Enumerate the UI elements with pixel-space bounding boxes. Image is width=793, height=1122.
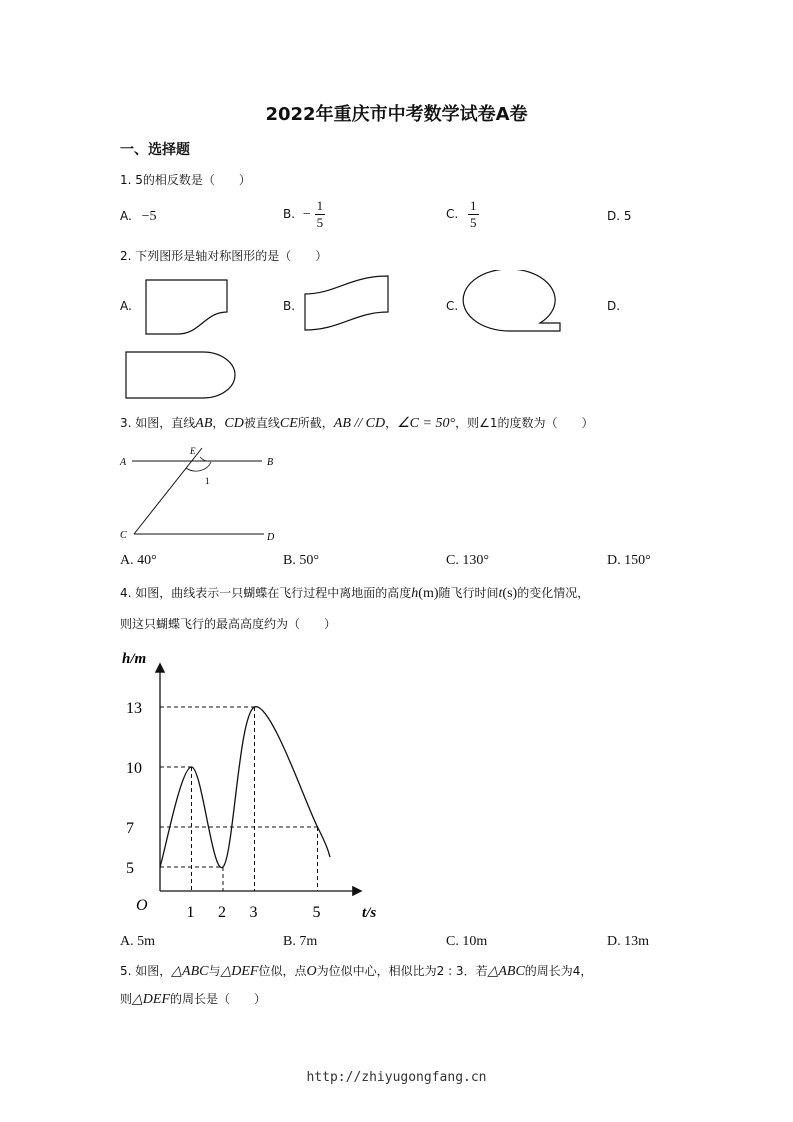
q3-text-5: ，	[385, 416, 398, 430]
q4-text-3: 的变化情况，	[517, 586, 590, 600]
q3-label-a: A	[120, 457, 127, 468]
q5-text-7: 的周长是（ ）	[170, 992, 267, 1006]
q3-cd: CD	[224, 416, 244, 431]
q4-unit-s: (s)	[502, 586, 518, 601]
chart-x-label: t/s	[362, 905, 377, 921]
q3-option-d: D. 150°	[607, 553, 651, 568]
q4-option-d: D. 13m	[607, 934, 649, 949]
chart-y-tick-label: 10	[126, 760, 142, 777]
q1-option-c-label: C.	[446, 207, 459, 221]
q1-option-c	[446, 198, 479, 231]
q3-text-4: 所截，	[297, 416, 334, 430]
q5-def-2: △DEF	[132, 992, 170, 1007]
chart-origin-label: O	[136, 897, 148, 914]
q1-option-b	[283, 198, 325, 231]
q5-text-1: 5. 如图，	[120, 964, 172, 978]
q1-option-d: D. 5	[607, 209, 632, 223]
question-4-line-1	[120, 584, 589, 602]
q1-option-b-label: B.	[283, 207, 296, 221]
q5-text-3: 位似，点	[258, 964, 307, 978]
q3-label-b: B	[267, 457, 274, 468]
question-5-line-1	[120, 962, 592, 980]
chart-x-tick-label: 3	[249, 904, 258, 921]
q4-t: t	[498, 586, 503, 601]
question-1-stem: 1. 5的相反数是（ ）	[120, 173, 251, 187]
q2-option-b-label: B.	[283, 299, 296, 313]
question-5-line-2	[120, 990, 266, 1008]
q3-text-3: 被直线	[243, 416, 280, 430]
q2-shape-b	[305, 276, 388, 330]
q3-label-d: D	[267, 532, 275, 543]
q2-shape-d	[126, 352, 235, 398]
chart-x-tick-label: 2	[218, 904, 226, 921]
chart-marks	[126, 700, 330, 921]
page-title: 2022年重庆市中考数学试卷A卷	[265, 104, 528, 125]
question-3-stem	[120, 414, 593, 432]
q3-angle-c: ∠C = 50°	[397, 416, 456, 431]
q2-option-a-label: A.	[120, 299, 132, 313]
q5-text-4: 为位似中心，相似比为2 : 3．若	[316, 964, 488, 978]
q4-text-2: 随飞行时间	[438, 586, 499, 600]
q1-option-c-denominator: 5	[470, 215, 477, 230]
q1-option-c-fraction	[468, 198, 479, 231]
q3-ab: AB	[195, 416, 213, 431]
q5-abc-2: △ABC	[487, 964, 525, 979]
q5-o: O	[306, 964, 317, 979]
q4-unit-m: (m)	[418, 586, 439, 601]
q3-text-1: 3. 如图，直线	[120, 416, 196, 430]
q3-option-a: A. 40°	[120, 553, 157, 568]
q3-text-2: ，	[212, 416, 225, 430]
chart-y-tick-label: 5	[126, 860, 134, 877]
question-4-line-2: 则这只蝴蝶飞行的最高高度约为（ ）	[120, 617, 337, 631]
chart-x-tick-label: 5	[312, 904, 321, 921]
q3-label-1: 1	[205, 476, 210, 486]
q2-option-c-label: C.	[446, 299, 459, 313]
q1-option-b-denominator: 5	[316, 215, 324, 230]
q4-option-c: C. 10m	[446, 934, 488, 949]
q4-option-b: B. 7m	[283, 934, 318, 949]
q2-option-d-label: D.	[607, 299, 621, 313]
q3-text-6: ，则∠1的度数为（ ）	[455, 416, 594, 430]
q5-text-5: 的周长为4，	[524, 964, 593, 978]
q2-shape-c	[463, 270, 560, 331]
q3-figure	[110, 440, 310, 545]
q2-shape-a	[146, 280, 227, 334]
q1-option-b-sign: −	[302, 207, 311, 222]
chart-y-label: h/m	[122, 651, 147, 667]
q1-option-b-numerator: 1	[316, 198, 324, 213]
q4-h: h	[411, 586, 419, 601]
chart-y-tick-label: 7	[126, 820, 134, 837]
q1-option-c-numerator: 1	[470, 198, 477, 213]
q4-text-1: 4. 如图，曲线表示一只蝴蝶在飞行过程中离地面的高度	[120, 586, 412, 600]
footer-url[interactable]: http://zhiyugongfang.cn	[306, 1070, 487, 1085]
q1-option-a-value: −5	[141, 209, 157, 224]
q5-abc: △ABC	[171, 964, 209, 979]
q3-label-e: E	[190, 446, 196, 456]
q1-option-b-fraction	[315, 198, 326, 231]
q3-parallel: AB // CD	[333, 416, 386, 431]
q3-ce: CE	[279, 416, 298, 431]
q3-option-c: C. 130°	[446, 553, 489, 568]
q5-text-6: 则	[120, 992, 133, 1006]
q5-def: △DEF	[220, 964, 259, 979]
section-heading: 一、选择题	[120, 142, 190, 158]
q1-option-a	[120, 209, 157, 225]
q2-figures	[0, 270, 793, 405]
q1-option-a-label: A.	[120, 209, 132, 223]
chart-y-tick-label: 13	[126, 700, 142, 717]
chart-series-line	[160, 707, 330, 868]
q5-text-2: 与	[208, 964, 221, 978]
q3-label-c: C	[120, 530, 127, 541]
q3-option-b: B. 50°	[283, 553, 319, 568]
q4-option-a: A. 5m	[120, 934, 155, 949]
chart-x-tick-label: 1	[186, 904, 195, 921]
question-2-stem: 2. 下列图形是轴对称图形的是（ ）	[120, 249, 328, 263]
q4-chart	[110, 645, 400, 925]
